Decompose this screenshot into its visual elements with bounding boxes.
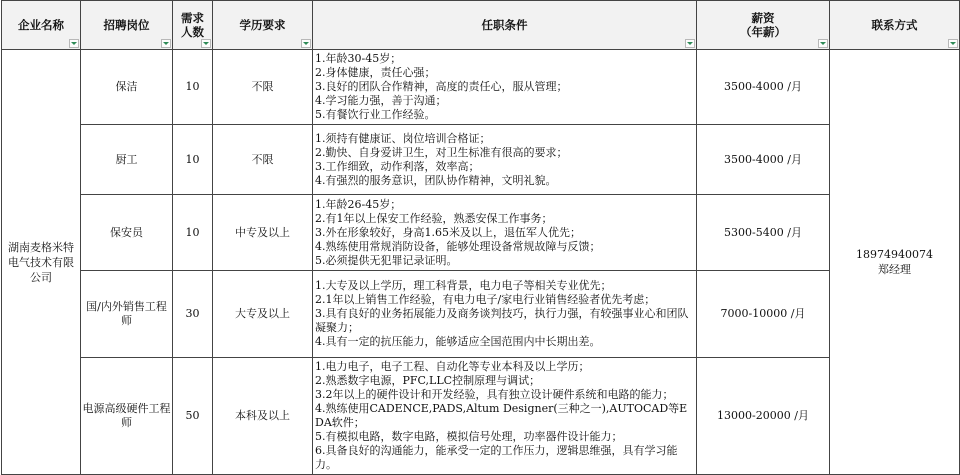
requirement-line: 3.外在形象较好，身高1.65米及以上，退伍军人优先； [315, 225, 581, 239]
education-cell: 不限 [213, 50, 313, 125]
filter-dropdown-icon[interactable] [161, 39, 171, 48]
education-cell: 中专及以上 [213, 195, 313, 271]
requirement-line: 4.学习能力强，善于沟通； [315, 94, 447, 107]
filter-dropdown-icon[interactable] [201, 39, 211, 48]
requirement-line: 1.电力电子，电子工程、自动化等专业本科及以上学历； [315, 360, 590, 373]
requirements-cell [313, 50, 697, 125]
position-cell: 厨工 [81, 125, 173, 195]
table-row [2, 358, 960, 475]
filter-dropdown-icon[interactable] [948, 39, 958, 48]
education-cell: 大专及以上 [213, 271, 313, 358]
table-row [2, 125, 960, 195]
requirement-line: 1.年龄30-45岁； [315, 52, 402, 65]
salary-cell: 5300-5400 /月 [697, 195, 830, 271]
requirement-line: 1.须持有健康证、岗位培训合格证； [315, 131, 491, 145]
requirement-line: 6.具备良好的沟通能力，能承受一定的工作压力，逻辑思维强，具有学习能力。 [315, 444, 678, 471]
table-row [2, 195, 960, 271]
salary-cell: 3500-4000 /月 [697, 50, 830, 125]
requirement-line: 3.工作细致，动作利落，效率高； [315, 159, 480, 173]
requirements-cell [313, 358, 697, 475]
count-cell: 50 [173, 358, 213, 475]
table-row [2, 50, 960, 125]
header-requirements: 任职条件 [313, 1, 697, 50]
requirement-line: 4.熟练使用常规消防设备，能够处理设备常规故障与反馈； [315, 239, 601, 253]
filter-dropdown-icon[interactable] [301, 39, 311, 48]
count-cell: 10 [173, 125, 213, 195]
header-row [2, 1, 960, 50]
requirements-cell [313, 195, 697, 271]
education-cell: 本科及以上 [213, 358, 313, 475]
count-cell: 10 [173, 195, 213, 271]
header-position: 招聘岗位 [81, 1, 173, 50]
position-cell: 电源高级硬件工程师 [81, 358, 173, 475]
requirement-line: 1.年龄26-45岁； [315, 197, 402, 211]
requirement-line: 4.熟练使用CADENCE,PADS,Altum Designer(三种之一),AUTOCAD等EDA软件； [315, 402, 688, 429]
requirements-cell [313, 271, 697, 358]
header-count: 需求 人数 [173, 1, 213, 50]
requirement-line: 5.有模拟电路，数字电路，模拟信号处理，功率器件设计能力； [315, 430, 623, 443]
contact-person: 郑经理 [878, 263, 911, 276]
salary-cell: 3500-4000 /月 [697, 125, 830, 195]
requirement-line: 3.2年以上的硬件设计和开发经验，具有独立设计硬件系统和电路的能力； [315, 388, 674, 401]
filter-dropdown-icon[interactable] [685, 39, 695, 48]
filter-dropdown-icon[interactable] [818, 39, 828, 48]
position-cell: 国/内外销售工程师 [81, 271, 173, 358]
contact-phone: 18974940074 [856, 248, 933, 261]
header-salary: 薪资 （年薪） [697, 1, 830, 50]
requirement-line: 5.有餐饮行业工作经验。 [315, 108, 436, 121]
requirements-cell [313, 125, 697, 195]
requirement-line: 3.良好的团队合作精神，高度的责任心，服从管理； [315, 80, 568, 93]
header-contact: 联系方式 [830, 1, 960, 50]
requirement-line: 1.大专及以上学历，理工科背景，电力电子等相关专业优先； [315, 279, 612, 292]
filter-dropdown-icon[interactable] [69, 39, 79, 48]
requirement-line: 2.1年以上销售工作经验，有电力电子/家电行业销售经验者优先考虑； [315, 293, 656, 306]
requirement-line: 2.勤快、自身爱讲卫生，对卫生标准有很高的要求； [315, 145, 568, 159]
header-company: 企业名称 [2, 1, 81, 50]
count-cell: 30 [173, 271, 213, 358]
requirement-line: 2.熟悉数字电源，PFC,LLC控制原理与调试； [315, 374, 541, 387]
position-cell: 保安员 [81, 195, 173, 271]
count-cell: 10 [173, 50, 213, 125]
table-row [2, 271, 960, 358]
salary-cell: 7000-10000 /月 [697, 271, 830, 358]
requirement-line: 4.具有一定的抗压能力，能够适应全国范围内中长期出差。 [315, 335, 601, 348]
education-cell: 不限 [213, 125, 313, 195]
requirement-line: 3.具有良好的业务拓展能力及商务谈判技巧，执行力强，有较强事业心和团队凝聚力； [315, 307, 689, 334]
recruitment-table [1, 0, 960, 475]
requirement-line: 5.必须提供无犯罪记录证明。 [315, 253, 458, 267]
requirement-line: 4.有强烈的服务意识，团队协作精神，文明礼貌。 [315, 173, 557, 187]
header-education: 学历要求 [213, 1, 313, 50]
company-name-cell: 湖南麦格米特电气技术有限公司 [2, 50, 81, 475]
requirement-line: 2.有1年以上保安工作经验，熟悉安保工作事务； [315, 211, 553, 225]
requirement-line: 2.身体健康，责任心强； [315, 66, 436, 79]
salary-cell: 13000-20000 /月 [697, 358, 830, 475]
contact-cell [830, 50, 960, 475]
position-cell: 保洁 [81, 50, 173, 125]
